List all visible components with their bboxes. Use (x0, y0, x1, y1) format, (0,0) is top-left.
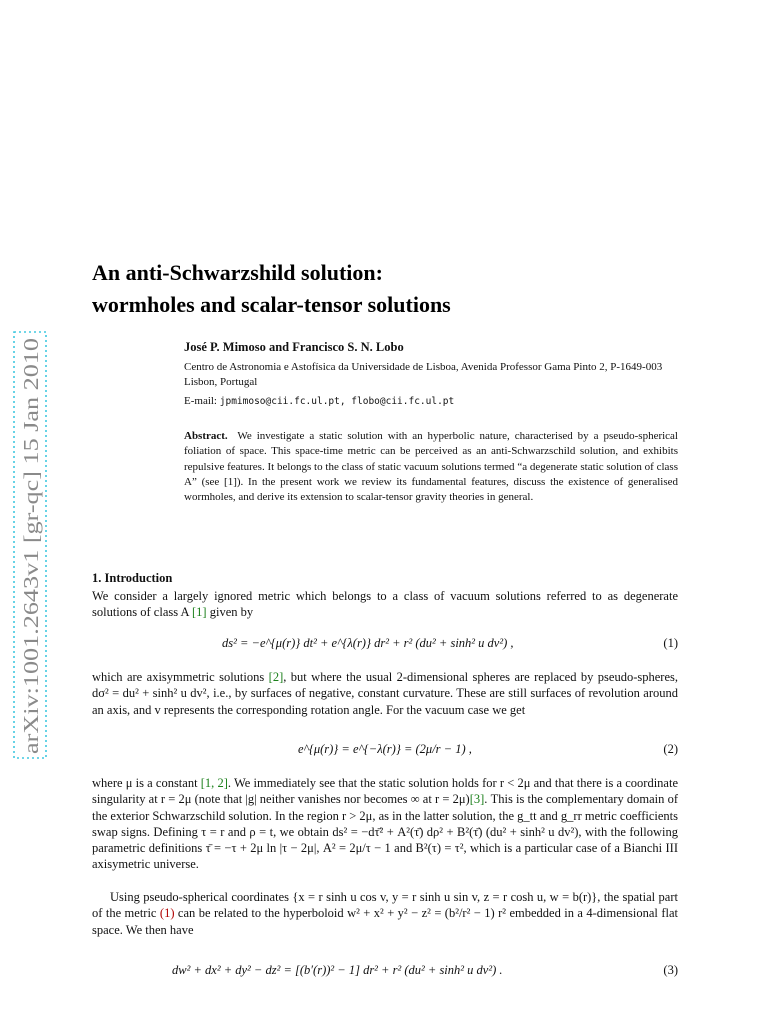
equation-1-number: (1) (663, 636, 678, 650)
paragraph-3: where μ is a constant [1, 2]. We immediately see that the static solution holds for r < 2μ and that there is a coordinate singularity at r = 2μ (note that |g| neither vanishes nor becomes ∞ at r = 2μ)[3]. This is the complementary domain of the exterior Schwarzschild solution. In the region r > 2μ, as in the latter solution, the g_tt and g_rr metric coefficients swap signs. Defining τ = r and ρ = t, we obtain ds² = −dτ̄² + A²(τ̄) dρ² + B²(τ̄) (du² + sinh² u dv²), with the following parametric definitions τ̄ = −τ + 2μ ln |τ − 2μ|, A² = 2μ/τ − 1 and B²(τ) = τ², which is a particular case of a Bianchi III axisymetric universe. (92, 776, 679, 872)
email-addresses[interactable]: jpmimoso@cii.fc.ul.pt, flobo@cii.fc.ul.pt (219, 396, 455, 407)
citation-link[interactable]: [3] (469, 792, 485, 807)
abstract (184, 429, 678, 505)
paper-title-line-2: wormholes and scalar-tensor solutions (92, 292, 451, 317)
equation-3-number: (3) (663, 963, 678, 977)
citation-link[interactable]: [1] (192, 605, 207, 620)
paragraph-1: We consider a largely ignored metric which belongs to a class of vacuum solutions referred to as degenerate solutions of class A [1] given by (92, 589, 678, 620)
citation-link[interactable]: [2] (268, 670, 284, 684)
paragraph-4: Using pseudo-spherical coordinates {x = r sinh u cos v, y = r sinh u sin v, z = r cosh u, w = b(r)}, the spatial part of the metric (1) can be related to the hyperboloid w² + x² + y² − z² = (b²/r² − 1) r² embedded in a 4-dimensional flat space. We then have (92, 890, 678, 937)
author-list: José P. Mimoso and Francisco S. N. Lobo (184, 340, 404, 354)
equation-3: dw² + dx² + dy² − dz² = [(b′(r))² − 1] dr² + r² (du² + sinh² u dv²) . (172, 963, 503, 977)
equation-2: e^{μ(r)} = e^{−λ(r)} = (2μ/r − 1) , (298, 742, 472, 756)
citation-link[interactable]: [1, 2] (200, 776, 228, 790)
paragraph-2: which are axisymmetric solutions [2], but where the usual 2-dimensional spheres are replaced by pseudo-spheres, dσ² = du² + sinh² u dv², i.e., by surfaces of negative, constant curvature. These are still surfaces of revolution around an axis, and v represents the corresponding rotation angle. For the vacuum case we get (92, 670, 678, 717)
section-heading: 1. Introduction (92, 571, 173, 585)
equation-2-number: (2) (663, 742, 678, 756)
arxiv-identifier: arXiv:1001.2643v1 [gr-qc] 15 Jan 2010 (19, 420, 43, 754)
email-label: E-mail: (184, 395, 217, 407)
affiliation: Centro de Astronomia e Astofísica da Universidade de Lisboa, Avenida Professor Gama Pinto 2, P-1649-003 Lisbon, Portugal (184, 361, 663, 388)
equation-reference-link[interactable]: (1) (159, 906, 175, 921)
abstract-label: Abstract. (184, 430, 228, 442)
equation-1: ds² = −e^{μ(r)} dt² + e^{λ(r)} dr² + r² (du² + sinh² u dv²) , (222, 636, 514, 650)
arxiv-sidebar-stamp (12, 330, 48, 760)
abstract-text: We investigate a static solution with an hyperbolic nature, characterised by a pseudo-spherical foliation of space. This space-time metric can be perceived as an anti-Schwarzschild solution, and exhibits repulsive features. It belongs to the class of static vacuum solutions termed “a degenerate static solution of class A” (see [1]). In the present work we review its fundamental features, discuss the existence of generalised wormholes, and derive its extension to scalar-tensor gravity theories in general. (184, 430, 678, 504)
paper-title-line-1: An anti-Schwarzshild solution: (92, 260, 383, 285)
email-line (184, 395, 454, 407)
